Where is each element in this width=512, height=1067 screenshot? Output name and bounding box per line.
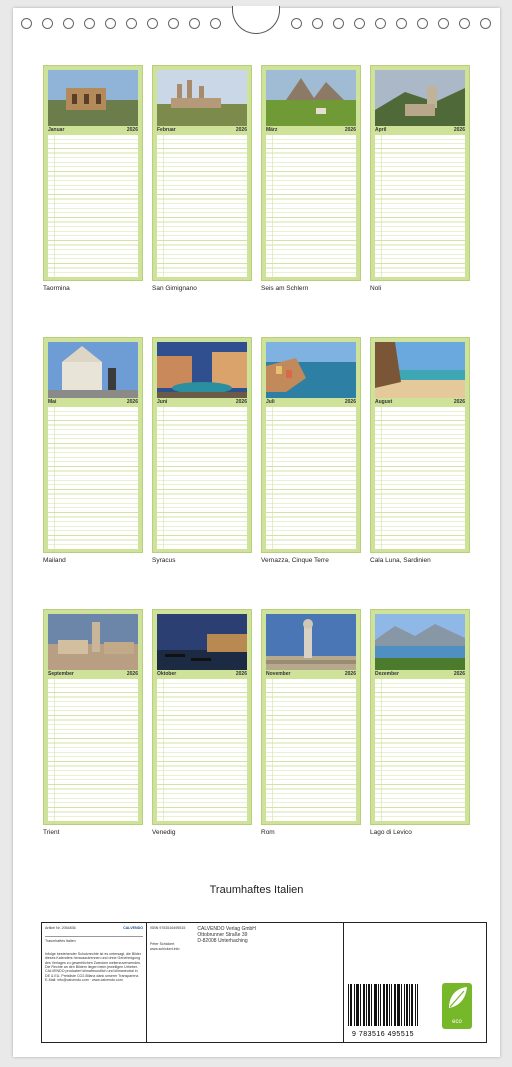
month-card	[370, 337, 470, 553]
month-photo	[48, 70, 138, 126]
month-year: 2026	[235, 127, 247, 133]
barcode	[346, 984, 420, 1037]
month-caption: Seis am Schlern	[261, 285, 309, 292]
binding-hole	[396, 18, 407, 29]
month-header	[157, 399, 247, 406]
author: Peter Schickert	[150, 942, 175, 947]
binding-hole	[21, 18, 32, 29]
month-card	[261, 337, 361, 553]
binding-hole	[189, 18, 200, 29]
author-website: www.schickert.info	[150, 946, 180, 951]
binding-hole	[438, 18, 449, 29]
month-caption: Mailand	[43, 557, 66, 564]
month-name: Juli	[266, 399, 275, 405]
month-caption: Lago di Levico	[370, 829, 412, 836]
month-caption: Trient	[43, 829, 60, 836]
imprint-col-mid	[147, 923, 343, 1042]
month-caption: Syracus	[152, 557, 176, 564]
month-header	[266, 671, 356, 678]
binding-hole	[126, 18, 137, 29]
month-name: Oktober	[157, 671, 177, 677]
binding-hole	[354, 18, 365, 29]
month-year: 2026	[453, 399, 465, 405]
month-day-grid	[48, 679, 138, 821]
month-year: 2026	[453, 127, 465, 133]
month-header	[266, 127, 356, 134]
barcode-digits: 9 783516 495515	[352, 1031, 414, 1038]
calendar-sheet	[13, 8, 500, 1057]
month-name: November	[266, 671, 291, 677]
month-name: März	[266, 127, 278, 133]
month-header	[48, 399, 138, 406]
barcode-bars	[346, 984, 420, 1026]
publisher-city: D-82008 Unterhaching	[197, 938, 248, 944]
month-day-grid	[48, 135, 138, 277]
binding-hole	[480, 18, 491, 29]
month-card	[152, 609, 252, 825]
month-name: Februar	[157, 127, 176, 133]
month-photo	[375, 342, 465, 398]
month-card	[43, 609, 143, 825]
month-card	[152, 337, 252, 553]
month-caption: Rom	[261, 829, 275, 836]
month-day-grid	[266, 679, 356, 821]
binding-hole	[147, 18, 158, 29]
calendar-name: Traumhaftes Italien	[45, 936, 143, 943]
month-year: 2026	[126, 671, 138, 677]
month-card	[152, 65, 252, 281]
month-year: 2026	[344, 399, 356, 405]
month-header	[266, 399, 356, 406]
month-name: Mai	[48, 399, 57, 405]
month-name: April	[375, 127, 387, 133]
eco-label: eco	[452, 1019, 462, 1025]
calvendo-logo: CALVENDO	[123, 926, 143, 930]
month-caption: Cala Luna, Sardinien	[370, 557, 431, 564]
month-header	[375, 671, 465, 678]
month-day-grid	[375, 679, 465, 821]
month-card	[261, 65, 361, 281]
publisher-name: CALVENDO Verlag GmbH	[197, 926, 256, 932]
month-day-grid	[375, 407, 465, 549]
month-day-grid	[266, 135, 356, 277]
month-photo	[266, 614, 356, 670]
month-caption: Venedig	[152, 829, 176, 836]
month-caption: Taormina	[43, 285, 70, 292]
month-photo	[157, 70, 247, 126]
binding-hole	[417, 18, 428, 29]
month-photo	[375, 614, 465, 670]
month-year: 2026	[453, 671, 465, 677]
month-card	[370, 609, 470, 825]
month-header	[157, 671, 247, 678]
month-photo	[48, 342, 138, 398]
month-year: 2026	[344, 127, 356, 133]
month-card	[261, 609, 361, 825]
binding-hole	[333, 18, 344, 29]
imprint-box	[41, 922, 487, 1043]
month-name: Juni	[157, 399, 168, 405]
month-header	[157, 127, 247, 134]
binding-hole	[84, 18, 95, 29]
month-year: 2026	[235, 671, 247, 677]
month-photo	[266, 70, 356, 126]
legal-text: Infolge bestehender Schutzrechte ist es untersagt, die Bilder dieses Kalenders herauszutrennen und ohne Genehmigung des Verlages zu gewerblichen Zwecken weiterzuverwenden. Die Rechte an den Bildern liegen beim jeweiligen Urheber. CALVENDO produziert klimafreundlich und klimaneutral in DE & EU. Preisliste CO2-Bilanz dank unserer Transparenz. E-Mail: info@calvendo.com · www.calvendo.com	[45, 951, 142, 983]
month-card	[43, 337, 143, 553]
month-name: August	[375, 399, 393, 405]
month-photo	[157, 342, 247, 398]
month-year: 2026	[344, 671, 356, 677]
month-day-grid	[266, 407, 356, 549]
month-card	[43, 65, 143, 281]
imprint-divider	[343, 923, 344, 1042]
binding-hole	[210, 18, 221, 29]
month-year: 2026	[235, 399, 247, 405]
binding-hole	[291, 18, 302, 29]
eco-badge	[442, 983, 472, 1029]
month-header	[375, 127, 465, 134]
isbn: ISBN 9783516495515	[150, 926, 186, 930]
month-header	[48, 127, 138, 134]
leaf-icon	[442, 983, 472, 1013]
binding-hole	[375, 18, 386, 29]
binding-hole	[312, 18, 323, 29]
month-name: Januar	[48, 127, 65, 133]
month-day-grid	[48, 407, 138, 549]
calendar-title: Traumhaftes Italien	[209, 884, 304, 896]
month-year: 2026	[126, 127, 138, 133]
month-day-grid	[375, 135, 465, 277]
month-header	[375, 399, 465, 406]
binding-hole	[168, 18, 179, 29]
binding-hole	[105, 18, 116, 29]
month-day-grid	[157, 679, 247, 821]
article-number: Artikel Nr. 2064836	[45, 926, 76, 930]
month-name: September	[48, 671, 74, 677]
month-caption: San Gimignano	[152, 285, 197, 292]
month-header	[48, 671, 138, 678]
month-caption: Noli	[370, 285, 382, 292]
month-caption: Vernazza, Cinque Terre	[261, 557, 329, 564]
month-photo	[157, 614, 247, 670]
binding-hole	[42, 18, 53, 29]
binding-hole	[63, 18, 74, 29]
month-day-grid	[157, 407, 247, 549]
imprint-col-left	[42, 923, 147, 1042]
binding-hole	[459, 18, 470, 29]
month-year: 2026	[126, 399, 138, 405]
publisher-street: Ottobrunner Straße 39	[197, 932, 248, 938]
month-day-grid	[157, 135, 247, 277]
month-photo	[48, 614, 138, 670]
month-card	[370, 65, 470, 281]
month-name: Dezember	[375, 671, 399, 677]
month-photo	[266, 342, 356, 398]
month-photo	[375, 70, 465, 126]
